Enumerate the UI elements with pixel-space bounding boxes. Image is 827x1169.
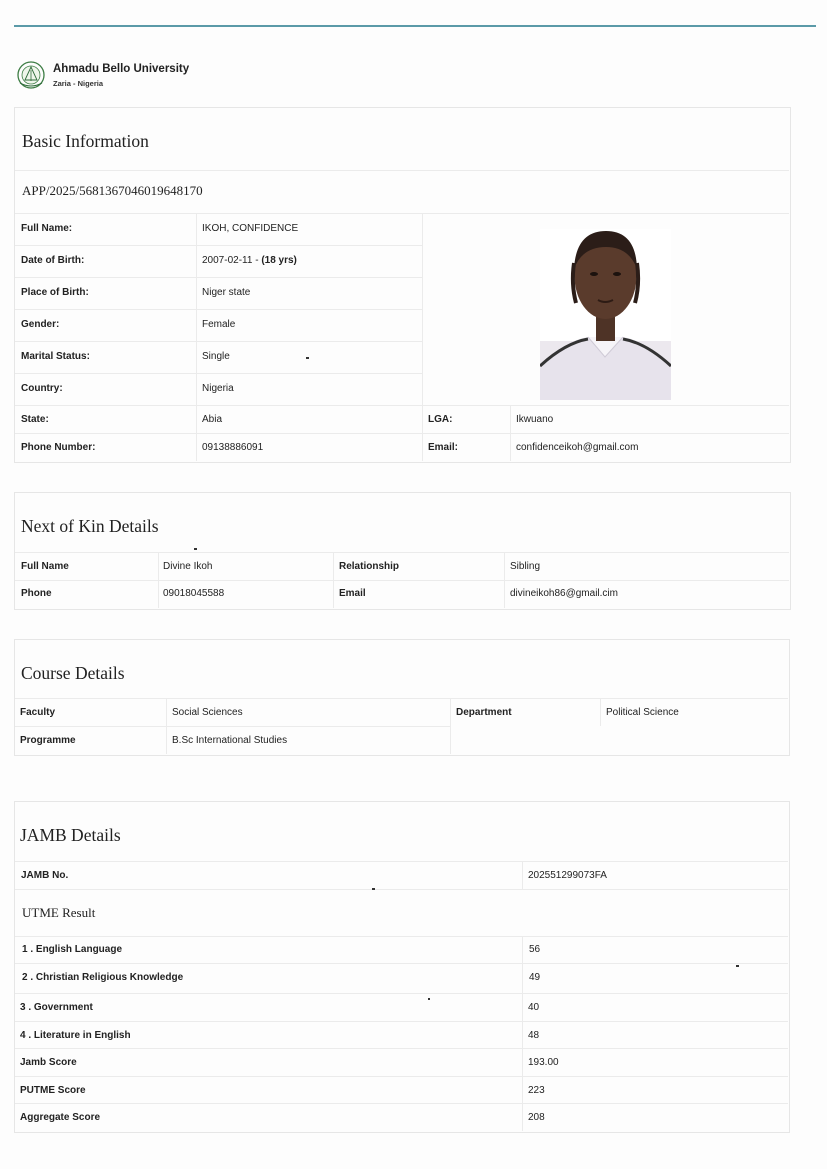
utme-result-title: UTME Result	[22, 905, 96, 920]
kin-full-name-value: Divine Ikoh	[163, 561, 213, 572]
department-label: Department	[456, 707, 512, 718]
age-value: (18 yrs)	[261, 255, 297, 266]
jamb-number-label: JAMB No.	[21, 870, 69, 881]
jamb-score-label: Jamb Score	[20, 1057, 77, 1068]
faculty-label: Faculty	[20, 707, 56, 718]
place-of-birth-label: Place of Birth:	[21, 287, 89, 298]
gender-value: Female	[202, 319, 236, 330]
application-number: APP/2025/5681367046019648170	[22, 183, 203, 198]
email-value: confidenceikoh@gmail.com	[516, 442, 639, 453]
state-value: Abia	[202, 414, 223, 425]
university-name: Ahmadu Bello University	[53, 62, 190, 75]
marital-status-label: Marital Status:	[21, 351, 90, 362]
next-of-kin-title: Next of Kin Details	[21, 516, 159, 536]
scan-speck	[372, 888, 375, 890]
programme-value: B.Sc International Studies	[172, 735, 288, 746]
date-of-birth-label: Date of Birth:	[21, 255, 85, 266]
aggregate-score-label: Aggregate Score	[20, 1112, 101, 1123]
jamb-score-value: 193.00	[528, 1057, 559, 1068]
phone-number-label: Phone Number:	[21, 442, 96, 453]
basic-information-card	[14, 107, 791, 463]
jamb-number-value: 202551299073FA	[528, 870, 607, 881]
kin-full-name-label: Full Name	[21, 561, 69, 572]
subject-english-label: 1 . English Language	[22, 944, 123, 955]
putme-score-value: 223	[528, 1085, 545, 1096]
putme-score-label: PUTME Score	[20, 1085, 86, 1096]
date-of-birth-value	[202, 255, 297, 266]
top-rule	[14, 25, 816, 27]
scan-speck	[736, 965, 739, 967]
subject-literature-label: 4 . Literature in English	[20, 1030, 131, 1041]
jamb-details-card	[14, 801, 790, 1133]
subject-crk-score: 49	[529, 972, 541, 983]
full-name-label: Full Name:	[21, 223, 73, 234]
phone-number-value: 09138886091	[202, 442, 264, 453]
kin-email-value: divineikoh86@gmail.cim	[510, 588, 618, 599]
subject-crk-label: 2 . Christian Religious Knowledge	[22, 972, 184, 983]
subject-government-score: 40	[528, 1002, 540, 1013]
basic-information-title: Basic Information	[22, 131, 149, 151]
next-of-kin-card	[14, 492, 791, 610]
department-value: Political Science	[606, 707, 679, 718]
university-location: Zaria - Nigeria	[53, 78, 104, 88]
kin-relationship-value: Sibling	[510, 561, 541, 572]
course-details-title: Course Details	[21, 663, 125, 683]
date-of-birth-date: 2007-02-11 -	[202, 255, 259, 266]
subject-english-score: 56	[529, 944, 541, 955]
gender-label: Gender:	[21, 319, 60, 330]
applicant-passport-photo	[540, 229, 671, 400]
state-label: State:	[21, 414, 49, 425]
scan-speck	[306, 357, 309, 359]
country-value: Nigeria	[202, 383, 234, 394]
aggregate-score-value: 208	[528, 1112, 545, 1123]
programme-label: Programme	[20, 735, 76, 746]
university-crest-icon	[16, 60, 46, 90]
kin-relationship-label: Relationship	[339, 561, 400, 572]
subject-government-label: 3 . Government	[20, 1002, 93, 1013]
lga-label: LGA:	[428, 414, 453, 425]
jamb-details-title: JAMB Details	[20, 825, 121, 845]
kin-email-label: Email	[339, 588, 366, 599]
marital-status-value: Single	[202, 351, 230, 362]
email-label: Email:	[428, 442, 459, 453]
scan-speck	[428, 998, 430, 1000]
university-header	[16, 60, 189, 90]
kin-phone-label: Phone	[21, 588, 52, 599]
kin-phone-value: 09018045588	[163, 588, 225, 599]
subject-literature-score: 48	[528, 1030, 540, 1041]
country-label: Country:	[21, 383, 63, 394]
lga-value: Ikwuano	[516, 414, 554, 425]
scan-speck	[194, 548, 197, 550]
full-name-value: IKOH, CONFIDENCE	[202, 223, 299, 234]
place-of-birth-value: Niger state	[202, 287, 251, 298]
faculty-value: Social Sciences	[172, 707, 243, 718]
